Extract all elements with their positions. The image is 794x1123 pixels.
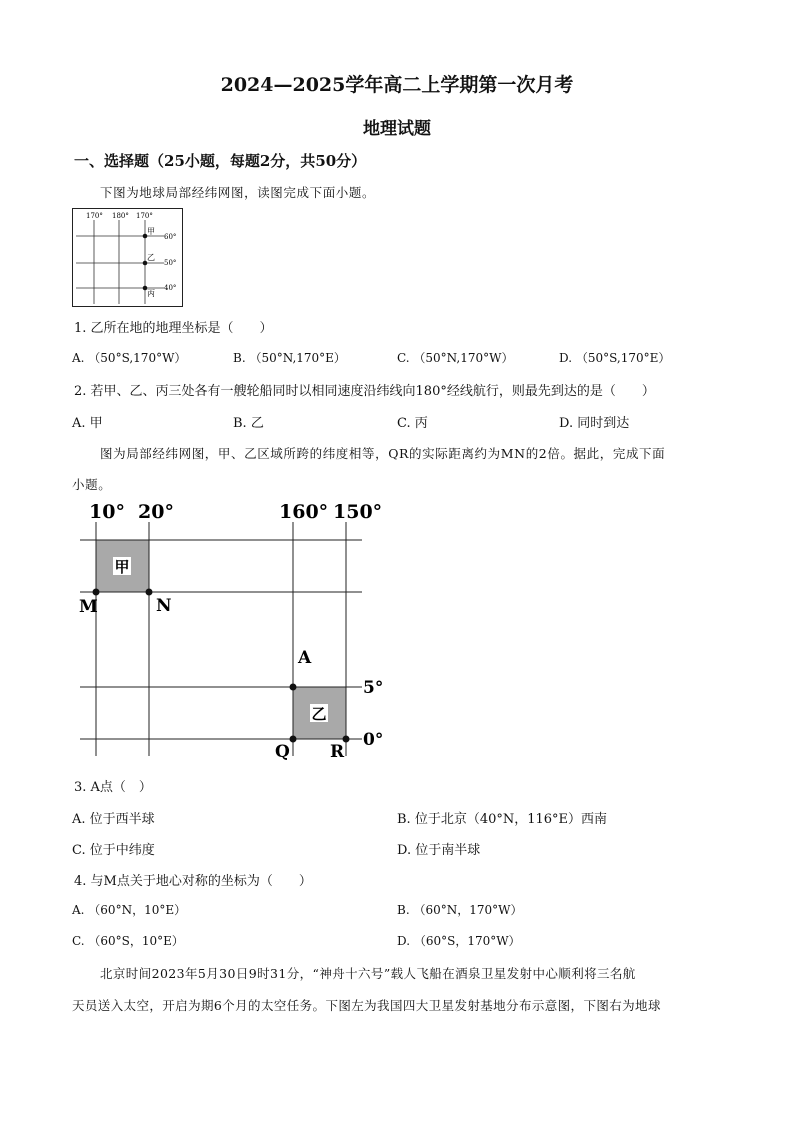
q4-option-a[interactable]: A. （60°N，10°E） — [72, 903, 187, 917]
fig1-lat-label-50: 50° — [164, 259, 177, 267]
fig1-lon-label-2: 180° — [112, 212, 129, 220]
label-jia: 甲 — [147, 227, 155, 236]
q3-option-a[interactable]: A. 位于西半球 — [72, 812, 155, 827]
fig2-lat-label-0: 0° — [363, 730, 384, 750]
exam-title: 2024—2025学年高二上学期第一次月考 — [220, 74, 574, 96]
q4-option-d[interactable]: D. （60°S，170°W） — [397, 934, 521, 948]
intro-text-2-line-2: 小题。 — [72, 477, 112, 492]
fig1-lon-label-1: 170° — [86, 212, 103, 220]
q1-option-b[interactable]: B. （50°N,170°E） — [233, 351, 346, 365]
question-4-stem: 4. 与M点关于地心对称的坐标为（ ） — [74, 874, 312, 889]
label-a: A — [298, 648, 312, 668]
exam-subtitle: 地理试题 — [363, 119, 431, 139]
label-r: R — [330, 742, 345, 762]
q2-option-a[interactable]: A. 甲 — [72, 416, 103, 431]
q4-option-b[interactable]: B. （60°N，170°W） — [397, 903, 523, 917]
point-a — [290, 684, 297, 691]
label-bing: 丙 — [147, 289, 155, 298]
fig1-lat-label-40: 40° — [164, 284, 177, 292]
intro-text-1: 下图为地球局部经纬网图，读图完成下面小题。 — [100, 185, 376, 200]
q1-option-a[interactable]: A. （50°S,170°W） — [72, 351, 187, 365]
label-m: M — [79, 597, 98, 617]
figure-grid-1 — [72, 208, 184, 308]
label-yi: 乙 — [147, 253, 155, 262]
intro-text-3-line-1: 北京时间2023年5月30日9时31分，“神舟十六号”载人飞船在酒泉卫星发射中心顺利将三名航 — [100, 966, 636, 981]
fig2-lon-label-10: 10° — [89, 501, 125, 523]
fig1-lon-label-3: 170° — [136, 212, 153, 220]
q3-option-b[interactable]: B. 位于北京（40°N，116°E）西南 — [397, 812, 608, 827]
question-2-stem: 2. 若甲、乙、丙三处各有一艘轮船同时以相同速度沿纬线向180°经线航行，则最先到达的是（ ） — [74, 384, 655, 399]
region-yi-label: 乙 — [311, 705, 327, 723]
fig1-lat-label-60: 60° — [164, 233, 177, 241]
q1-option-d[interactable]: D. （50°S,170°E） — [559, 351, 671, 365]
fig2-lat-label-5: 5° — [363, 678, 384, 698]
label-n: N — [156, 596, 172, 616]
question-3-stem: 3. A点（ ） — [74, 780, 152, 795]
point-n — [146, 589, 153, 596]
question-1-stem: 1. 乙所在地的地理坐标是（ ） — [74, 321, 273, 336]
q2-option-b[interactable]: B. 乙 — [233, 416, 264, 431]
q3-option-c[interactable]: C. 位于中纬度 — [72, 843, 155, 858]
point-m — [93, 589, 100, 596]
fig2-lon-label-150: 150° — [333, 501, 383, 523]
q2-option-c[interactable]: C. 丙 — [397, 416, 428, 431]
q3-option-d[interactable]: D. 位于南半球 — [397, 843, 481, 858]
fig2-lon-label-20: 20° — [138, 501, 174, 523]
q4-option-c[interactable]: C. （60°S，10°E） — [72, 934, 184, 948]
label-q: Q — [275, 742, 290, 762]
point-q — [290, 736, 297, 743]
region-jia-label: 甲 — [114, 558, 130, 576]
fig2-lon-label-160: 160° — [279, 501, 329, 523]
q2-option-d[interactable]: D. 同时到达 — [559, 416, 630, 431]
intro-text-3-line-2: 天员送入太空，开启为期6个月的太空任务。下图左为我国四大卫星发射基地分布示意图，下图右为地球 — [72, 998, 661, 1013]
section-heading: 一、选择题（25小题，每题2分，共50分） — [74, 152, 367, 170]
intro-text-2-line-1: 图为局部经纬网图，甲、乙区域所跨的纬度相等，QR的实际距离约为MN的2倍。据此，完成下面 — [100, 446, 666, 461]
figure-grid-2 — [72, 496, 390, 768]
q1-option-c[interactable]: C. （50°N,170°W） — [397, 351, 514, 365]
